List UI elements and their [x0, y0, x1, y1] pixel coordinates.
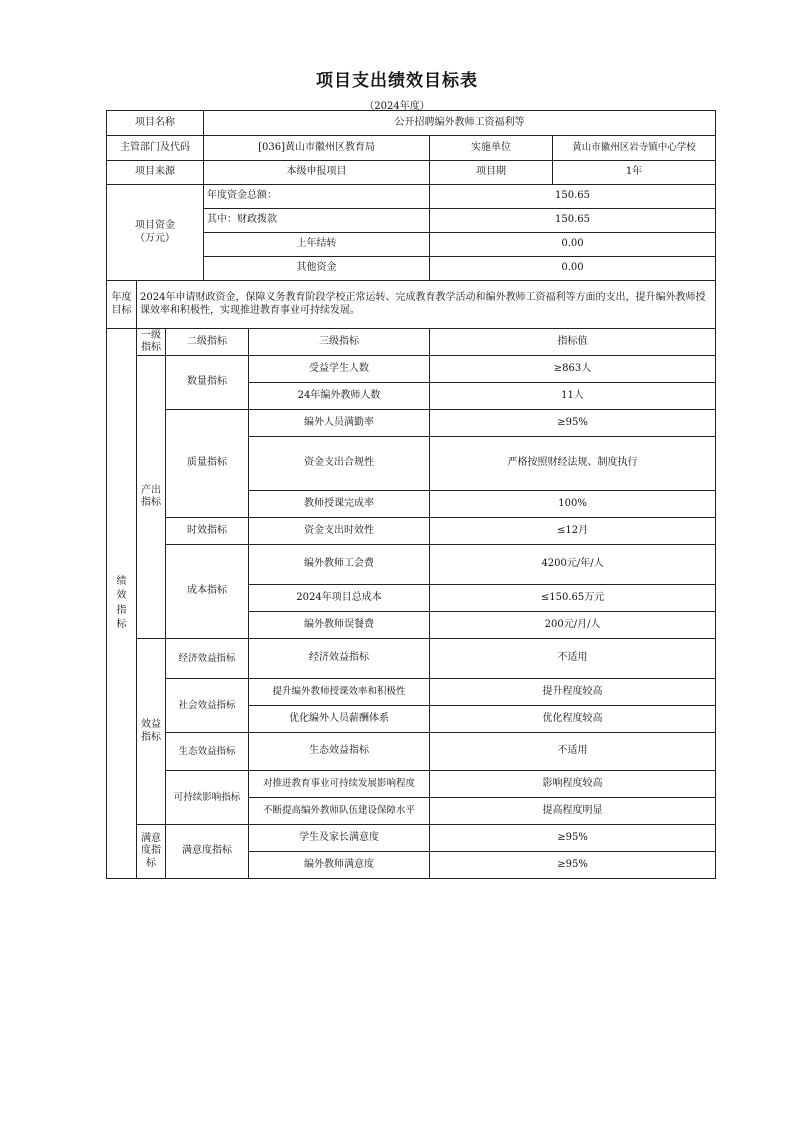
indicator-name: 提升编外教师授课效率和积极性 [249, 679, 430, 706]
indicator-value: 200元/月/人 [430, 612, 716, 639]
performance-indicator-label [107, 329, 137, 879]
indicator-name: 受益学生人数 [249, 356, 430, 383]
indicator-value: 影响程度较高 [430, 771, 716, 798]
indicator-value: 提高程度明显 [430, 798, 716, 825]
quantity-indicator-label: 数量指标 [166, 356, 249, 410]
project-period-value: 1年 [553, 161, 716, 185]
header-level3: 三级指标 [249, 329, 430, 356]
fund-label: 年度资金总额： [204, 185, 430, 209]
department-label: 主管部门及代码 [107, 136, 204, 161]
benefit-indicator-label: 效益指标 [137, 639, 166, 825]
ecological-benefit-label: 生态效益指标 [166, 733, 249, 771]
project-source-label: 项目来源 [107, 161, 204, 185]
page-title: 项目支出绩效目标表 [316, 71, 478, 91]
indicator-row [107, 771, 716, 798]
indicator-name: 24年编外教师人数 [249, 383, 430, 410]
indicator-value: 不适用 [430, 639, 716, 679]
fund-value: 0.00 [430, 233, 716, 257]
indicator-row [107, 356, 716, 383]
project-funds-label: 项目资金 （万元） [107, 185, 204, 281]
indicator-row [107, 825, 716, 852]
project-name-value: 公开招聘编外教师工资福利等 [204, 111, 716, 136]
quality-indicator-label: 质量指标 [166, 410, 249, 518]
indicator-name: 编外教师工会费 [249, 545, 430, 585]
implementing-unit-value: 黄山市徽州区岩寺镇中心学校 [553, 136, 716, 161]
indicator-row [107, 410, 716, 437]
project-name-label: 项目名称 [107, 111, 204, 136]
project-source-value: 本级申报项目 [204, 161, 430, 185]
header-value: 指标值 [430, 329, 716, 356]
indicator-name: 经济效益指标 [249, 639, 430, 679]
indicator-name: 学生及家长满意度 [249, 825, 430, 852]
timeliness-indicator-label: 时效指标 [166, 518, 249, 545]
social-benefit-label: 社会效益指标 [166, 679, 249, 733]
indicator-value: ≥95% [430, 410, 716, 437]
indicator-name: 教师授课完成率 [249, 491, 430, 518]
indicator-name: 编外人员满勤率 [249, 410, 430, 437]
indicator-row [107, 639, 716, 679]
project-source-row [107, 161, 716, 185]
satisfaction-indicator-label: 满意度指标 [137, 825, 166, 879]
indicator-header-row [107, 329, 716, 356]
indicator-name: 2024年项目总成本 [249, 585, 430, 612]
indicator-value: 严格按照财经法规、制度执行 [430, 437, 716, 491]
fund-row [107, 185, 716, 209]
indicator-value: ≤150.65万元 [430, 585, 716, 612]
indicator-value: 不适用 [430, 733, 716, 771]
indicator-name: 编外教师误餐费 [249, 612, 430, 639]
fund-value: 150.65 [430, 209, 716, 233]
page-subtitle-year: （2024年度） [364, 101, 430, 112]
indicator-name: 生态效益指标 [249, 733, 430, 771]
indicator-value: 优化程度较高 [430, 706, 716, 733]
indicator-name: 资金支出合规性 [249, 437, 430, 491]
indicator-row [107, 733, 716, 771]
fund-label: 上年结转 [204, 233, 430, 257]
indicator-name: 编外教师满意度 [249, 852, 430, 879]
performance-indicator-text: 绩效指标 [116, 575, 127, 630]
economic-benefit-label: 经济效益指标 [166, 639, 249, 679]
sustainable-impact-label: 可持续影响指标 [166, 771, 249, 825]
indicator-value: 100% [430, 491, 716, 518]
performance-target-table [106, 110, 716, 879]
annual-goal-label: 年度目标 [107, 281, 137, 329]
implementing-unit-label: 实施单位 [430, 136, 553, 161]
fund-value: 0.00 [430, 257, 716, 281]
annual-goal-row [107, 281, 716, 329]
output-indicator-label: 产出指标 [137, 356, 166, 639]
project-period-label: 项目期 [430, 161, 553, 185]
department-row [107, 136, 716, 161]
cost-indicator-label: 成本指标 [166, 545, 249, 639]
indicator-value: 4200元/年/人 [430, 545, 716, 585]
satisfaction-sub-indicator-label: 满意度指标 [166, 825, 249, 879]
fund-label: 其他资金 [204, 257, 430, 281]
indicator-value: ≥863人 [430, 356, 716, 383]
indicator-value: ≥95% [430, 852, 716, 879]
indicator-value: 提升程度较高 [430, 679, 716, 706]
fund-value: 150.65 [430, 185, 716, 209]
fund-label: 其中：财政拨款 [204, 209, 430, 233]
header-level1: 一级指标 [137, 329, 166, 356]
indicator-value: ≥95% [430, 825, 716, 852]
indicator-value: ≤12月 [430, 518, 716, 545]
project-name-row [107, 111, 716, 136]
indicator-name: 资金支出时效性 [249, 518, 430, 545]
indicator-name: 不断提高编外教师队伍建设保障水平 [249, 798, 430, 825]
header-level2: 二级指标 [166, 329, 249, 356]
indicator-value: 11人 [430, 383, 716, 410]
indicator-name: 优化编外人员薪酬体系 [249, 706, 430, 733]
indicator-row [107, 518, 716, 545]
department-value: [036]黄山市徽州区教育局 [204, 136, 430, 161]
indicator-row [107, 679, 716, 706]
annual-goal-text: 2024年申请财政资金，保障义务教育阶段学校正常运转、完成教育教学活动和编外教师工资福利等方面的支出，提升编外教师授课效率和积极性，实现推进教育事业可持续发展。 [137, 281, 716, 329]
indicator-row [107, 545, 716, 585]
indicator-name: 对推进教育事业可持续发展影响程度 [249, 771, 430, 798]
